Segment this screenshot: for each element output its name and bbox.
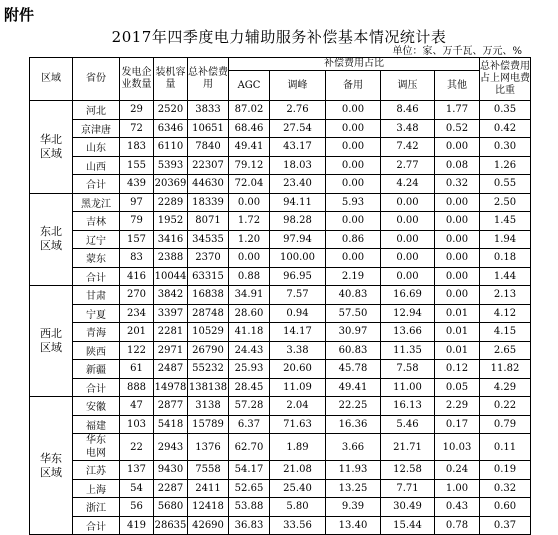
cell-reserve: 3.66 [326, 434, 381, 461]
cell-capacity: 2943 [154, 434, 188, 461]
cell-agc: 24.43 [229, 341, 270, 360]
cell-voltage: 8.46 [381, 101, 435, 120]
header-total-fee: 总补偿费用 [188, 58, 229, 101]
header-capacity: 装机容量 [154, 58, 188, 101]
cell-capacity: 28635 [154, 516, 188, 535]
table-row [30, 397, 531, 416]
cell-reserve: 5.93 [326, 193, 381, 212]
cell-plants: 439 [120, 175, 154, 194]
cell-other: 0.17 [435, 415, 480, 434]
cell-capacity: 2520 [154, 101, 188, 120]
cell-reserve: 0.00 [326, 156, 381, 175]
cell-grid-ratio: 0.79 [480, 415, 531, 434]
cell-grid-ratio: 1.26 [480, 156, 531, 175]
province-cell: 合计 [73, 267, 120, 286]
cell-plants: 103 [120, 415, 154, 434]
cell-plants: 419 [120, 516, 154, 535]
cell-voltage: 7.71 [381, 479, 435, 498]
cell-reserve: 0.00 [326, 119, 381, 138]
cell-other: 0.00 [435, 267, 480, 286]
province-cell: 安徽 [73, 397, 120, 416]
cell-reserve: 57.50 [326, 304, 381, 323]
cell-grid-ratio: 4.12 [480, 304, 531, 323]
header-agc: AGC [229, 71, 270, 101]
cell-voltage: 11.35 [381, 341, 435, 360]
cell-grid-ratio: 0.35 [480, 101, 531, 120]
cell-reserve: 45.78 [326, 360, 381, 379]
cell-reserve: 0.00 [326, 212, 381, 231]
annex-label: 附件 [4, 6, 35, 24]
cell-voltage: 0.00 [381, 193, 435, 212]
region-cell: 华北 区域 [30, 101, 73, 194]
region-cell: 华东 区域 [30, 397, 73, 535]
cell-plants: 79 [120, 212, 154, 231]
cell-agc: 34.91 [229, 286, 270, 305]
header-reserve: 备用 [326, 71, 381, 101]
region-cell: 东北 区域 [30, 193, 73, 286]
cell-agc: 0.88 [229, 267, 270, 286]
cell-peak: 27.54 [270, 119, 326, 138]
cell-grid-ratio: 0.30 [480, 138, 531, 157]
cell-total-fee: 3833 [188, 101, 229, 120]
cell-agc: 41.18 [229, 323, 270, 342]
cell-capacity: 5680 [154, 498, 188, 517]
cell-voltage: 30.49 [381, 498, 435, 517]
cell-total-fee: 2411 [188, 479, 229, 498]
cell-total-fee: 2370 [188, 249, 229, 268]
province-cell: 吉林 [73, 212, 120, 231]
cell-reserve: 2.19 [326, 267, 381, 286]
cell-voltage: 2.77 [381, 156, 435, 175]
cell-peak: 25.40 [270, 479, 326, 498]
cell-voltage: 7.42 [381, 138, 435, 157]
province-cell: 蒙东 [73, 249, 120, 268]
cell-plants: 888 [120, 378, 154, 397]
cell-total-fee: 63315 [188, 267, 229, 286]
cell-capacity: 2487 [154, 360, 188, 379]
cell-capacity: 2289 [154, 193, 188, 212]
cell-plants: 83 [120, 249, 154, 268]
table-row [30, 193, 531, 212]
cell-plants: 54 [120, 479, 154, 498]
province-cell: 京津唐 [73, 119, 120, 138]
cell-peak: 5.80 [270, 498, 326, 517]
cell-voltage: 11.00 [381, 378, 435, 397]
table-row [30, 119, 531, 138]
cell-plants: 270 [120, 286, 154, 305]
header-grid-ratio: 总补偿费用占上网电费比重 [480, 58, 531, 101]
table-row [30, 323, 531, 342]
table-row [30, 378, 531, 397]
cell-plants: 234 [120, 304, 154, 323]
cell-other: 0.78 [435, 516, 480, 535]
province-cell: 山西 [73, 156, 120, 175]
cell-other: 0.12 [435, 360, 480, 379]
cell-agc: 28.60 [229, 304, 270, 323]
table-row [30, 175, 531, 194]
cell-reserve: 13.25 [326, 479, 381, 498]
cell-capacity: 3397 [154, 304, 188, 323]
table-row [30, 267, 531, 286]
cell-grid-ratio: 0.37 [480, 516, 531, 535]
cell-capacity: 14978 [154, 378, 188, 397]
cell-capacity: 2877 [154, 397, 188, 416]
cell-agc: 62.70 [229, 434, 270, 461]
cell-grid-ratio: 0.19 [480, 461, 531, 480]
cell-other: 10.03 [435, 434, 480, 461]
cell-agc: 49.41 [229, 138, 270, 157]
cell-peak: 14.17 [270, 323, 326, 342]
cell-capacity: 5418 [154, 415, 188, 434]
cell-agc: 53.88 [229, 498, 270, 517]
table-row [30, 461, 531, 480]
table-row [30, 498, 531, 517]
cell-peak: 20.60 [270, 360, 326, 379]
cell-voltage: 15.44 [381, 516, 435, 535]
cell-total-fee: 34535 [188, 230, 229, 249]
header-peak: 调峰 [270, 71, 326, 101]
cell-total-fee: 42690 [188, 516, 229, 535]
table-row [30, 479, 531, 498]
cell-peak: 11.09 [270, 378, 326, 397]
cell-total-fee: 12418 [188, 498, 229, 517]
region-cell: 西北 区域 [30, 286, 73, 397]
province-cell: 陕西 [73, 341, 120, 360]
cell-total-fee: 8071 [188, 212, 229, 231]
province-cell: 上海 [73, 479, 120, 498]
cell-peak: 21.08 [270, 461, 326, 480]
cell-capacity: 2388 [154, 249, 188, 268]
cell-grid-ratio: 4.15 [480, 323, 531, 342]
province-cell: 合计 [73, 175, 120, 194]
cell-capacity: 2281 [154, 323, 188, 342]
cell-voltage: 21.71 [381, 434, 435, 461]
cell-plants: 157 [120, 230, 154, 249]
header-province: 省份 [73, 58, 120, 101]
cell-grid-ratio: 0.60 [480, 498, 531, 517]
cell-other: 0.52 [435, 119, 480, 138]
cell-agc: 68.46 [229, 119, 270, 138]
cell-total-fee: 44630 [188, 175, 229, 194]
cell-other: 0.24 [435, 461, 480, 480]
cell-peak: 0.94 [270, 304, 326, 323]
cell-peak: 96.95 [270, 267, 326, 286]
cell-other: 0.00 [435, 212, 480, 231]
cell-grid-ratio: 0.32 [480, 479, 531, 498]
cell-total-fee: 18339 [188, 193, 229, 212]
cell-agc: 87.02 [229, 101, 270, 120]
cell-capacity: 6346 [154, 119, 188, 138]
cell-total-fee: 3138 [188, 397, 229, 416]
cell-plants: 56 [120, 498, 154, 517]
cell-reserve: 22.25 [326, 397, 381, 416]
cell-reserve: 30.97 [326, 323, 381, 342]
province-cell: 宁夏 [73, 304, 120, 323]
cell-plants: 201 [120, 323, 154, 342]
cell-grid-ratio: 0.18 [480, 249, 531, 268]
cell-total-fee: 10529 [188, 323, 229, 342]
cell-other: 0.32 [435, 175, 480, 194]
cell-voltage: 0.00 [381, 267, 435, 286]
cell-grid-ratio: 0.55 [480, 175, 531, 194]
table-row [30, 341, 531, 360]
table-row [30, 138, 531, 157]
cell-other: 1.00 [435, 479, 480, 498]
cell-total-fee: 55232 [188, 360, 229, 379]
cell-total-fee: 10651 [188, 119, 229, 138]
province-cell: 山东 [73, 138, 120, 157]
cell-peak: 18.03 [270, 156, 326, 175]
cell-voltage: 3.48 [381, 119, 435, 138]
cell-total-fee: 28748 [188, 304, 229, 323]
cell-peak: 2.76 [270, 101, 326, 120]
cell-voltage: 0.00 [381, 212, 435, 231]
cell-agc: 36.83 [229, 516, 270, 535]
cell-plants: 72 [120, 119, 154, 138]
cell-plants: 155 [120, 156, 154, 175]
province-cell: 江苏 [73, 461, 120, 480]
cell-peak: 71.63 [270, 415, 326, 434]
cell-reserve: 0.86 [326, 230, 381, 249]
cell-other: 0.01 [435, 323, 480, 342]
cell-grid-ratio: 1.45 [480, 212, 531, 231]
cell-agc: 6.37 [229, 415, 270, 434]
header-share-group: 补偿费用占比 [229, 58, 480, 71]
cell-voltage: 13.66 [381, 323, 435, 342]
cell-agc: 57.28 [229, 397, 270, 416]
table-row [30, 434, 531, 461]
table-row [30, 249, 531, 268]
cell-reserve: 16.36 [326, 415, 381, 434]
cell-capacity: 10044 [154, 267, 188, 286]
cell-agc: 79.12 [229, 156, 270, 175]
header-plants: 发电企业数量 [120, 58, 154, 101]
province-cell: 河北 [73, 101, 120, 120]
cell-other: 2.29 [435, 397, 480, 416]
cell-plants: 137 [120, 461, 154, 480]
cell-plants: 416 [120, 267, 154, 286]
cell-reserve: 0.00 [326, 138, 381, 157]
cell-other: 0.00 [435, 286, 480, 305]
province-cell: 合计 [73, 516, 120, 535]
cell-agc: 0.00 [229, 193, 270, 212]
cell-other: 0.00 [435, 230, 480, 249]
table-row [30, 360, 531, 379]
header-other: 其他 [435, 71, 480, 101]
cell-peak: 2.04 [270, 397, 326, 416]
cell-plants: 47 [120, 397, 154, 416]
cell-reserve: 9.39 [326, 498, 381, 517]
cell-peak: 100.00 [270, 249, 326, 268]
cell-voltage: 0.00 [381, 230, 435, 249]
province-cell: 合计 [73, 378, 120, 397]
cell-total-fee: 15789 [188, 415, 229, 434]
cell-reserve: 0.00 [326, 101, 381, 120]
cell-peak: 98.28 [270, 212, 326, 231]
cell-reserve: 0.00 [326, 249, 381, 268]
cell-other: 0.01 [435, 341, 480, 360]
header-region: 区域 [30, 58, 73, 101]
province-cell: 浙江 [73, 498, 120, 517]
cell-voltage: 0.00 [381, 249, 435, 268]
cell-capacity: 9430 [154, 461, 188, 480]
compensation-table [29, 57, 531, 535]
cell-peak: 3.38 [270, 341, 326, 360]
cell-plants: 29 [120, 101, 154, 120]
table-row [30, 101, 531, 120]
cell-peak: 43.17 [270, 138, 326, 157]
cell-reserve: 13.40 [326, 516, 381, 535]
cell-capacity: 6110 [154, 138, 188, 157]
unit-note: 单位：家、万千瓦、万元、% [392, 46, 522, 57]
table-body [30, 101, 531, 535]
cell-other: 0.43 [435, 498, 480, 517]
cell-capacity: 1952 [154, 212, 188, 231]
cell-grid-ratio: 0.42 [480, 119, 531, 138]
cell-plants: 61 [120, 360, 154, 379]
table-row [30, 212, 531, 231]
cell-agc: 0.00 [229, 249, 270, 268]
cell-grid-ratio: 2.65 [480, 341, 531, 360]
cell-peak: 97.94 [270, 230, 326, 249]
cell-capacity: 2287 [154, 479, 188, 498]
cell-total-fee: 22307 [188, 156, 229, 175]
cell-agc: 1.72 [229, 212, 270, 231]
cell-peak: 23.40 [270, 175, 326, 194]
province-cell: 青海 [73, 323, 120, 342]
cell-peak: 94.11 [270, 193, 326, 212]
cell-peak: 1.89 [270, 434, 326, 461]
cell-reserve: 0.00 [326, 175, 381, 194]
cell-plants: 22 [120, 434, 154, 461]
table-title: 2017年四季度电力辅助服务补偿基本情况统计表 [111, 28, 447, 46]
province-cell: 辽宁 [73, 230, 120, 249]
cell-voltage: 12.94 [381, 304, 435, 323]
province-cell: 甘肃 [73, 286, 120, 305]
cell-peak: 33.56 [270, 516, 326, 535]
cell-reserve: 49.41 [326, 378, 381, 397]
table-row [30, 286, 531, 305]
cell-other: 0.05 [435, 378, 480, 397]
cell-other: 0.00 [435, 138, 480, 157]
cell-other: 0.00 [435, 193, 480, 212]
cell-grid-ratio: 2.13 [480, 286, 531, 305]
cell-voltage: 12.58 [381, 461, 435, 480]
cell-total-fee: 138138 [188, 378, 229, 397]
cell-total-fee: 16838 [188, 286, 229, 305]
cell-total-fee: 26790 [188, 341, 229, 360]
cell-plants: 97 [120, 193, 154, 212]
table-row [30, 415, 531, 434]
province-cell: 华东 电网 [73, 434, 120, 461]
province-cell: 新疆 [73, 360, 120, 379]
table-row [30, 230, 531, 249]
cell-grid-ratio: 4.29 [480, 378, 531, 397]
cell-other: 0.08 [435, 156, 480, 175]
cell-agc: 28.45 [229, 378, 270, 397]
table-row [30, 516, 531, 535]
cell-peak: 7.57 [270, 286, 326, 305]
cell-total-fee: 7840 [188, 138, 229, 157]
cell-grid-ratio: 0.22 [480, 397, 531, 416]
cell-grid-ratio: 0.11 [480, 434, 531, 461]
cell-reserve: 60.83 [326, 341, 381, 360]
cell-plants: 122 [120, 341, 154, 360]
table-row [30, 304, 531, 323]
cell-agc: 72.04 [229, 175, 270, 194]
cell-capacity: 20369 [154, 175, 188, 194]
cell-other: 1.77 [435, 101, 480, 120]
cell-grid-ratio: 11.82 [480, 360, 531, 379]
cell-agc: 25.93 [229, 360, 270, 379]
cell-total-fee: 7558 [188, 461, 229, 480]
cell-capacity: 3842 [154, 286, 188, 305]
cell-agc: 52.65 [229, 479, 270, 498]
cell-grid-ratio: 1.44 [480, 267, 531, 286]
cell-voltage: 4.24 [381, 175, 435, 194]
province-cell: 福建 [73, 415, 120, 434]
province-cell: 黑龙江 [73, 193, 120, 212]
cell-other: 0.01 [435, 304, 480, 323]
header-voltage: 调压 [381, 71, 435, 101]
cell-capacity: 2971 [154, 341, 188, 360]
cell-voltage: 16.69 [381, 286, 435, 305]
table-row [30, 156, 531, 175]
cell-reserve: 40.83 [326, 286, 381, 305]
cell-voltage: 7.58 [381, 360, 435, 379]
cell-plants: 183 [120, 138, 154, 157]
cell-grid-ratio: 2.50 [480, 193, 531, 212]
cell-reserve: 11.93 [326, 461, 381, 480]
cell-grid-ratio: 1.94 [480, 230, 531, 249]
cell-voltage: 16.13 [381, 397, 435, 416]
cell-agc: 1.20 [229, 230, 270, 249]
cell-capacity: 5393 [154, 156, 188, 175]
cell-other: 0.00 [435, 249, 480, 268]
cell-agc: 54.17 [229, 461, 270, 480]
cell-total-fee: 1376 [188, 434, 229, 461]
cell-voltage: 5.46 [381, 415, 435, 434]
cell-capacity: 3416 [154, 230, 188, 249]
